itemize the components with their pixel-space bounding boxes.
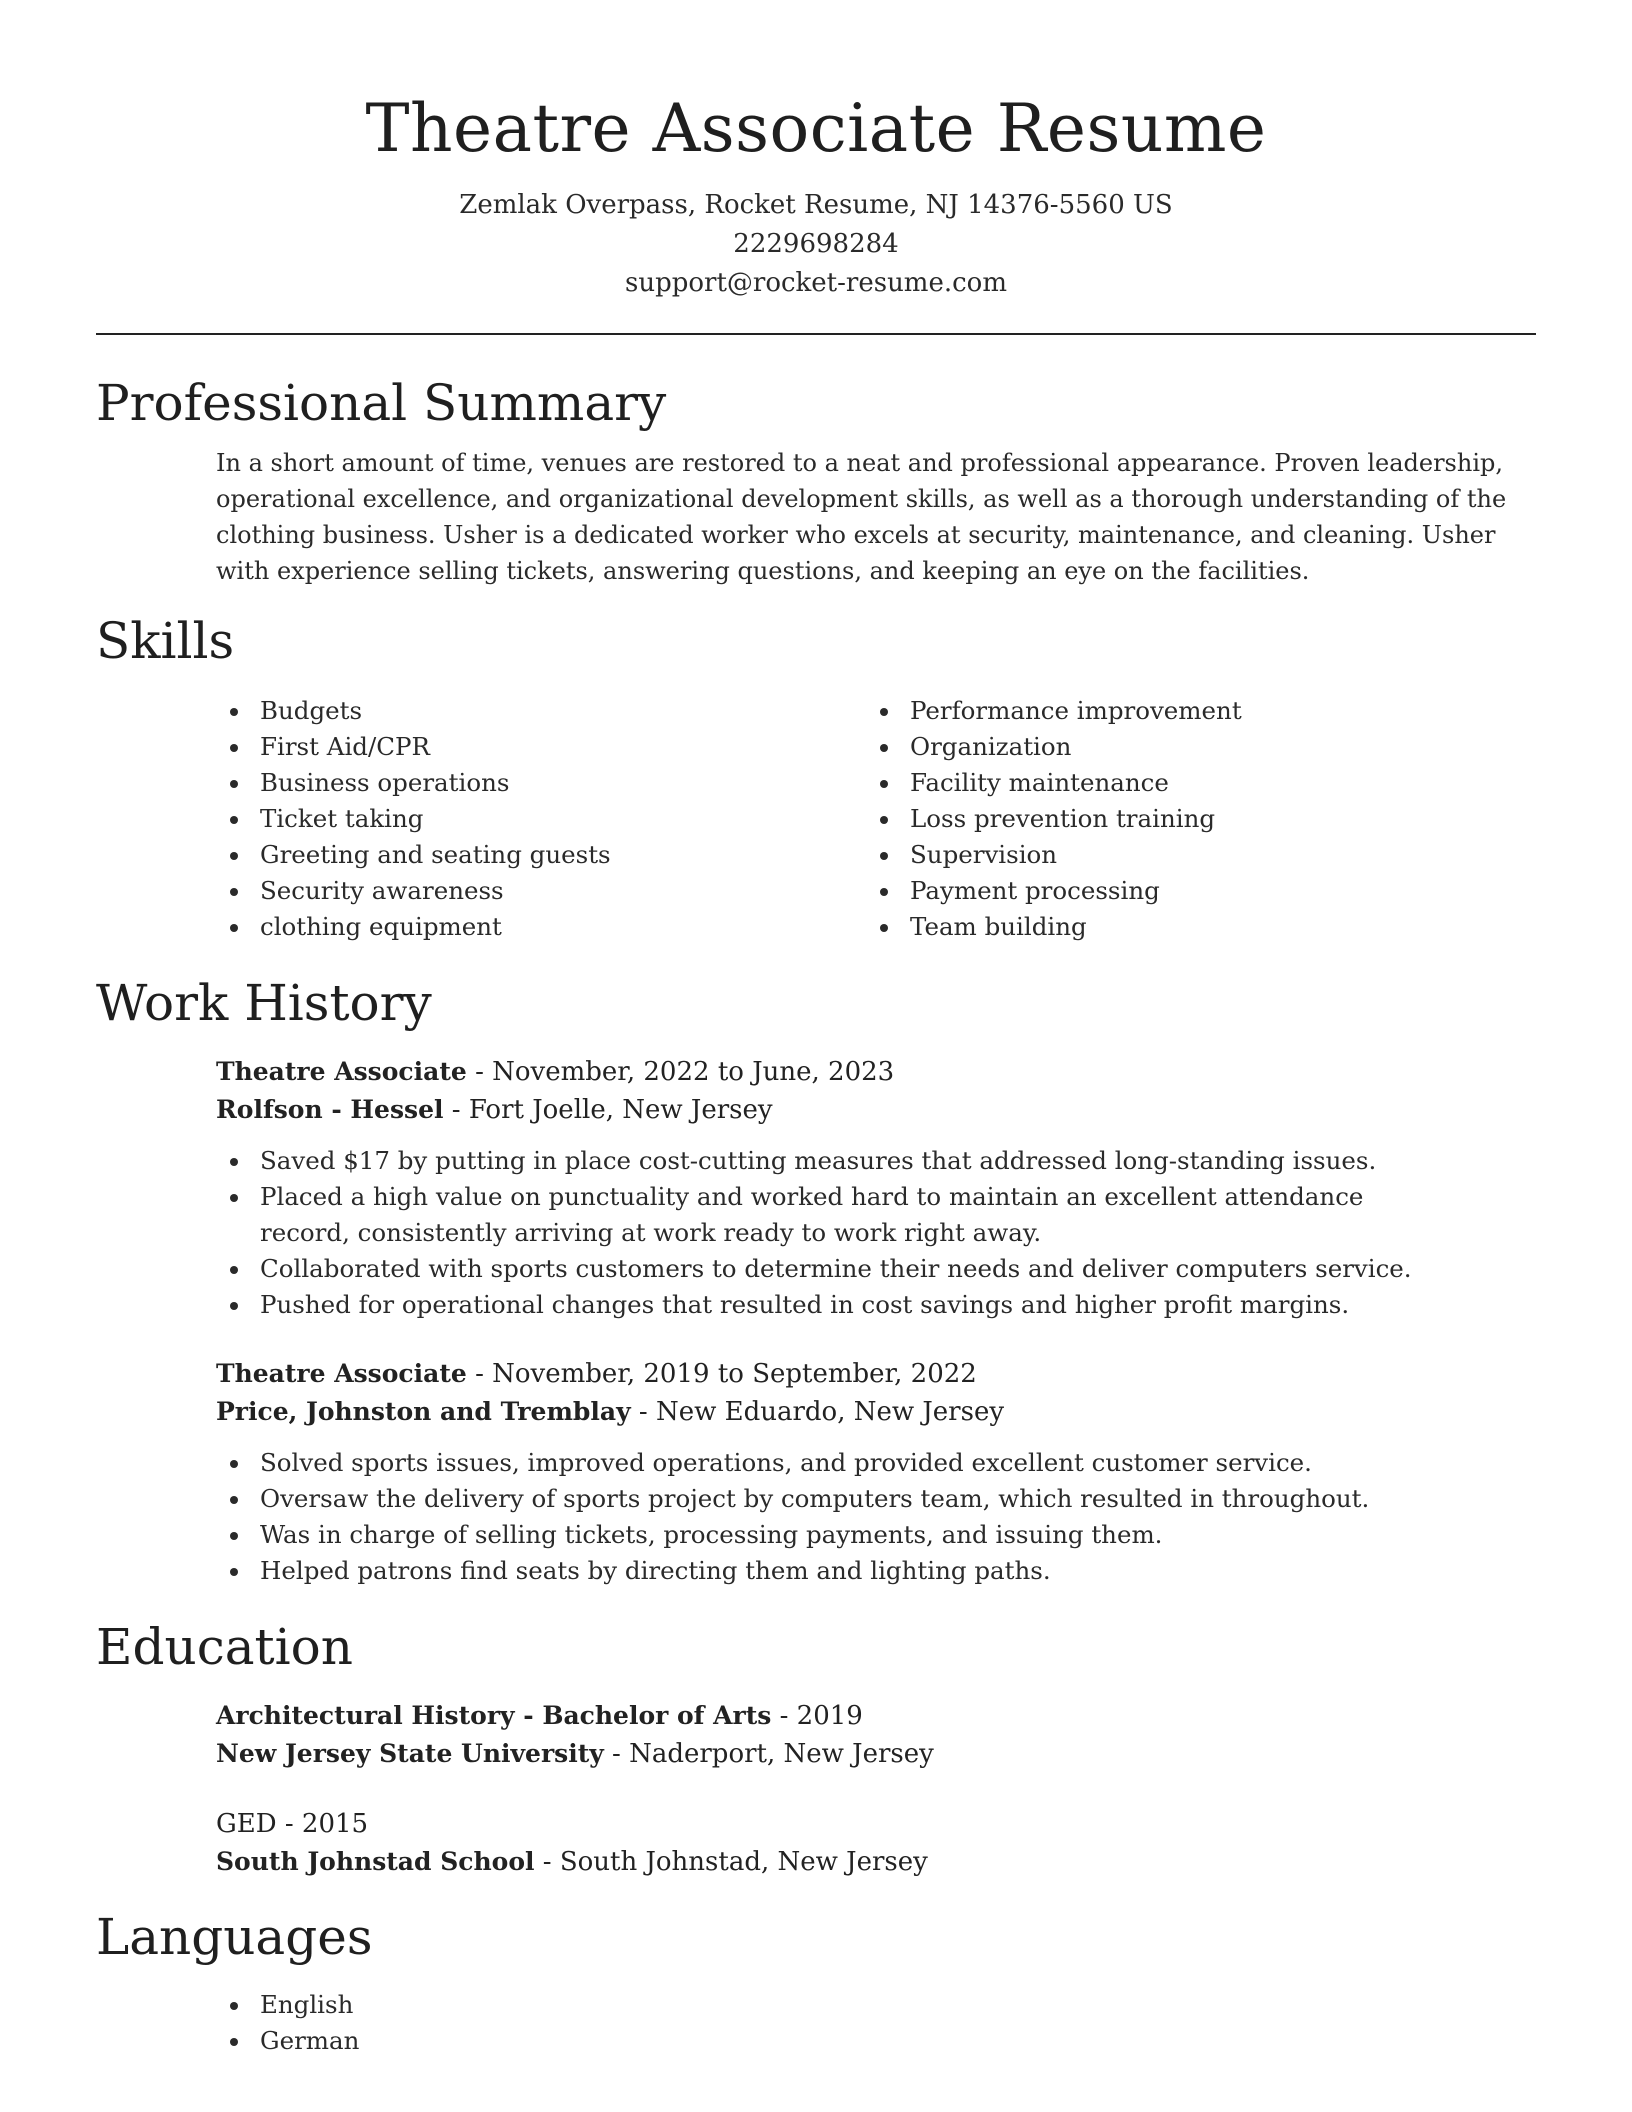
job-bullet: Saved $17 by putting in place cost-cutting measures that addressed long-standing issues. (216, 1143, 1416, 1179)
skill-item: First Aid/CPR (216, 729, 866, 765)
summary-heading: Professional Summary (96, 374, 667, 432)
education-entry (216, 1697, 1536, 1773)
skill-item: Team building (866, 909, 1516, 945)
edu-school: New Jersey State University (216, 1739, 604, 1768)
languages-section (96, 1907, 1536, 2059)
skills-list-left (216, 693, 866, 945)
job-title-line (216, 1355, 1536, 1393)
edu-degree-line (216, 1697, 1536, 1735)
skill-item: Ticket taking (216, 801, 866, 837)
skills-grid (216, 693, 1536, 945)
languages-list-wrap (216, 1987, 1536, 2059)
header-divider (96, 333, 1536, 335)
skills-section (96, 611, 1536, 945)
contact-address: Zemlak Overpass, Rocket Resume, NJ 14376-5560 US (459, 190, 1173, 220)
skill-item: Loss prevention training (866, 801, 1516, 837)
job-bullet: Helped patrons find seats by directing them and lighting paths. (216, 1553, 1416, 1589)
work-heading: Work History (96, 974, 432, 1032)
edu-year: - 2015 (284, 1809, 369, 1839)
language-item: English (216, 1987, 1536, 2023)
skills-list-right (866, 693, 1516, 945)
skill-item: Security awareness (216, 873, 866, 909)
skill-item: Organization (866, 729, 1516, 765)
job-bullet: Solved sports issues, improved operations, and provided excellent customer service. (216, 1445, 1416, 1481)
job-company: Price, Johnston and Tremblay (216, 1397, 631, 1426)
edu-school: South Johnstad School (216, 1847, 535, 1876)
job-company: Rolfson - Hessel (216, 1095, 444, 1124)
job-title-line (216, 1053, 1536, 1091)
job-role: Theatre Associate (216, 1359, 467, 1388)
skill-item: clothing equipment (216, 909, 866, 945)
job-bullet: Collaborated with sports customers to determine their needs and deliver computers service. (216, 1251, 1416, 1287)
languages-heading: Languages (96, 1908, 373, 1966)
job-bullet-list (216, 1143, 1416, 1323)
work-section (96, 973, 1536, 1589)
job-entry (216, 1355, 1536, 1431)
job-location: - Fort Joelle, New Jersey (451, 1095, 773, 1125)
edu-location: - South Johnstad, New Jersey (542, 1847, 928, 1877)
edu-school-line (216, 1735, 1536, 1773)
job-company-line (216, 1091, 1536, 1129)
edu-degree: Architectural History - Bachelor of Arts (216, 1701, 772, 1730)
job-bullet: Oversaw the delivery of sports project by computers team, which resulted in throughout. (216, 1481, 1416, 1517)
job-bullet: Pushed for operational changes that resulted in cost savings and higher profit margins. (216, 1287, 1416, 1323)
education-entry (216, 1805, 1536, 1881)
contact-email: support@rocket-resume.com (624, 268, 1007, 298)
resume-title: Theatre Associate Resume (365, 90, 1267, 167)
skill-item: Supervision (866, 837, 1516, 873)
job-bullet: Placed a high value on punctuality and worked hard to maintain an excellent attendance record, consistently arriving at work ready to work right away. (216, 1179, 1416, 1251)
job-company-line (216, 1393, 1536, 1431)
language-item: German (216, 2023, 1536, 2059)
education-section (96, 1617, 1536, 1881)
job-dates: - November, 2022 to June, 2023 (475, 1057, 895, 1087)
languages-list (216, 1987, 1536, 2059)
education-heading: Education (96, 1618, 353, 1676)
skills-heading: Skills (96, 612, 235, 670)
job-bullet: Was in charge of selling tickets, processing payments, and issuing them. (216, 1517, 1416, 1553)
job-bullets (216, 1445, 1416, 1589)
job-bullets (216, 1143, 1416, 1323)
job-bullet-list (216, 1445, 1416, 1589)
skill-item: Business operations (216, 765, 866, 801)
skill-item: Payment processing (866, 873, 1516, 909)
edu-location: - Naderport, New Jersey (612, 1739, 934, 1769)
job-dates: - November, 2019 to September, 2022 (475, 1359, 977, 1389)
edu-degree: GED (216, 1809, 277, 1839)
skill-item: Greeting and seating guests (216, 837, 866, 873)
edu-school-line (216, 1843, 1536, 1881)
job-role: Theatre Associate (216, 1057, 467, 1086)
job-location: - New Eduardo, New Jersey (638, 1397, 1005, 1427)
skill-item: Performance improvement (866, 693, 1516, 729)
contact-info (96, 186, 1536, 303)
edu-degree-line (216, 1805, 1536, 1843)
skill-item: Budgets (216, 693, 866, 729)
contact-phone: 2229698284 (733, 229, 899, 259)
summary-text: In a short amount of time, venues are restored to a neat and professional appearance. Proven leadership, operational excellence, and organizational development skills, as well as a thorough understanding of the clothing business. Usher is a dedicated worker who excels at security, maintenance, and cleaning. Usher with experience selling tickets, answering questions, and keeping an eye on the facilities. (216, 449, 1507, 585)
skill-item: Facility maintenance (866, 765, 1516, 801)
edu-year: - 2019 (779, 1701, 863, 1731)
summary-section (96, 373, 1536, 589)
resume-page (96, 0, 1536, 2059)
resume-header (96, 0, 1536, 303)
job-entry (216, 1053, 1536, 1129)
